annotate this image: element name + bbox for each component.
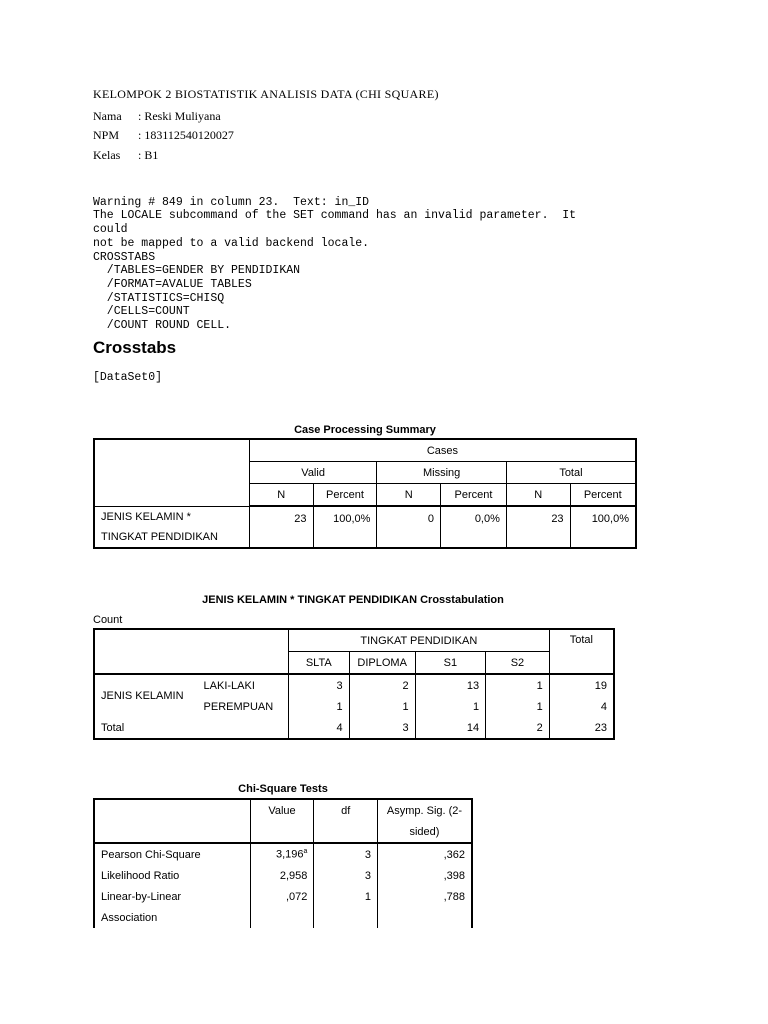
footnote-marker: a bbox=[303, 848, 308, 856]
syntax-line: /FORMAT=AVALUE TABLES bbox=[93, 277, 252, 291]
table-cell: 4 bbox=[549, 696, 614, 717]
row-label: LAKI-LAKI bbox=[198, 674, 289, 696]
table-cell: ,362 bbox=[377, 843, 472, 865]
table-cell bbox=[250, 843, 314, 865]
crosstab-corner bbox=[94, 629, 288, 674]
case-summary-table bbox=[93, 438, 637, 549]
column-header: S1 bbox=[415, 652, 486, 675]
syntax-line: not be mapped to a valid backend locale. bbox=[93, 236, 370, 250]
row-label: Linear-by-Linear bbox=[94, 886, 250, 907]
table-cell: 1 bbox=[349, 696, 415, 717]
column-header: DIPLOMA bbox=[349, 652, 415, 675]
percent-header: Percent bbox=[441, 484, 507, 507]
crosstab-title: JENIS KELAMIN * TINGKAT PENDIDIKAN Crosstabulation bbox=[202, 594, 504, 606]
row-label: PEREMPUAN bbox=[198, 696, 289, 717]
table-cell: 100,0% bbox=[313, 506, 377, 548]
npm-value: : 183112540120027 bbox=[138, 128, 234, 142]
column-header: SLTA bbox=[288, 652, 349, 675]
kelas-label: Kelas bbox=[93, 148, 121, 162]
tingkat-pendidikan-header: TINGKAT PENDIDIKAN bbox=[288, 629, 549, 652]
syntax-line: The LOCALE subcommand of the SET command has an invalid parameter. It bbox=[93, 209, 577, 223]
percent-header: Percent bbox=[313, 484, 377, 507]
table-cell: ,398 bbox=[377, 865, 472, 886]
sig-header-cont: sided) bbox=[377, 821, 472, 843]
table-cell: 3 bbox=[314, 843, 378, 865]
npm-label: NPM bbox=[93, 128, 120, 142]
row-label: Likelihood Ratio bbox=[94, 865, 250, 886]
table-cell: 2 bbox=[486, 717, 550, 739]
table-cell: 23 bbox=[549, 717, 614, 739]
total-header: Total bbox=[506, 462, 636, 484]
section-heading: Crosstabs bbox=[93, 338, 177, 357]
syntax-block bbox=[93, 182, 576, 346]
table-cell: 3 bbox=[349, 717, 415, 739]
syntax-line: /STATISTICS=CHISQ bbox=[93, 291, 225, 305]
table-cell: 3 bbox=[314, 865, 378, 886]
nama-value: : Reski Muliyana bbox=[138, 109, 221, 123]
nama-label: Nama bbox=[93, 109, 122, 123]
table-cell: 13 bbox=[415, 674, 486, 696]
chi-square-table bbox=[93, 798, 473, 928]
syntax-line: /CELLS=COUNT bbox=[93, 305, 190, 319]
table-cell: 14 bbox=[415, 717, 486, 739]
table-cell: 23 bbox=[506, 506, 570, 548]
row-label-cont: Association bbox=[94, 907, 250, 928]
row-label: JENIS KELAMIN * bbox=[94, 506, 249, 527]
table-cell: 1 bbox=[415, 696, 486, 717]
dataset-label: [DataSet0] bbox=[93, 371, 163, 384]
table-cell: 3 bbox=[288, 674, 349, 696]
total-row-label: Total bbox=[94, 717, 288, 739]
syntax-line: Warning # 849 in column 23. Text: in_ID bbox=[93, 195, 370, 209]
row-label: Pearson Chi-Square bbox=[94, 843, 250, 865]
df-header: df bbox=[314, 799, 378, 843]
column-header: S2 bbox=[486, 652, 550, 675]
chi-square-corner bbox=[94, 799, 250, 843]
jenis-kelamin-label: JENIS KELAMIN bbox=[94, 674, 198, 717]
table-cell: 2 bbox=[349, 674, 415, 696]
table-cell: 1 bbox=[314, 886, 378, 907]
count-label: Count bbox=[93, 614, 123, 626]
missing-header: Missing bbox=[377, 462, 506, 484]
valid-header: Valid bbox=[249, 462, 377, 484]
sig-header: Asymp. Sig. (2- bbox=[377, 799, 472, 821]
table-cell: 0,0% bbox=[441, 506, 507, 548]
table-cell: 19 bbox=[549, 674, 614, 696]
table-cell bbox=[314, 907, 378, 928]
table-cell bbox=[377, 907, 472, 928]
chi-value: 3,196 bbox=[275, 848, 304, 861]
percent-header: Percent bbox=[570, 484, 636, 507]
document-title: KELOMPOK 2 BIOSTATISTIK ANALISIS DATA (CHI SQUARE) bbox=[93, 87, 439, 101]
syntax-line: could bbox=[93, 223, 128, 237]
table-cell: ,788 bbox=[377, 886, 472, 907]
value-header: Value bbox=[250, 799, 314, 843]
table-cell: 1 bbox=[486, 696, 550, 717]
table-cell: 1 bbox=[486, 674, 550, 696]
cases-header: Cases bbox=[249, 439, 636, 462]
table-cell: 1 bbox=[288, 696, 349, 717]
table-cell: 100,0% bbox=[570, 506, 636, 548]
case-summary-corner bbox=[94, 439, 249, 506]
chi-square-title: Chi-Square Tests bbox=[238, 783, 328, 795]
n-header: N bbox=[249, 484, 313, 507]
table-cell: ,072 bbox=[250, 886, 314, 907]
n-header: N bbox=[377, 484, 441, 507]
case-summary-title: Case Processing Summary bbox=[294, 424, 436, 436]
crosstab-total-header: Total bbox=[549, 629, 614, 674]
table-cell: 4 bbox=[288, 717, 349, 739]
syntax-line: /TABLES=GENDER BY PENDIDIKAN bbox=[93, 264, 301, 278]
table-cell: 0 bbox=[377, 506, 441, 548]
n-header: N bbox=[506, 484, 570, 507]
table-cell bbox=[250, 907, 314, 928]
crosstab-table bbox=[93, 628, 615, 740]
row-label: TINGKAT PENDIDIKAN bbox=[94, 527, 249, 548]
table-cell: 2,958 bbox=[250, 865, 314, 886]
syntax-line: /COUNT ROUND CELL. bbox=[93, 319, 232, 333]
kelas-value: : B1 bbox=[138, 148, 159, 162]
syntax-line: CROSSTABS bbox=[93, 250, 156, 264]
table-cell: 23 bbox=[249, 506, 313, 548]
